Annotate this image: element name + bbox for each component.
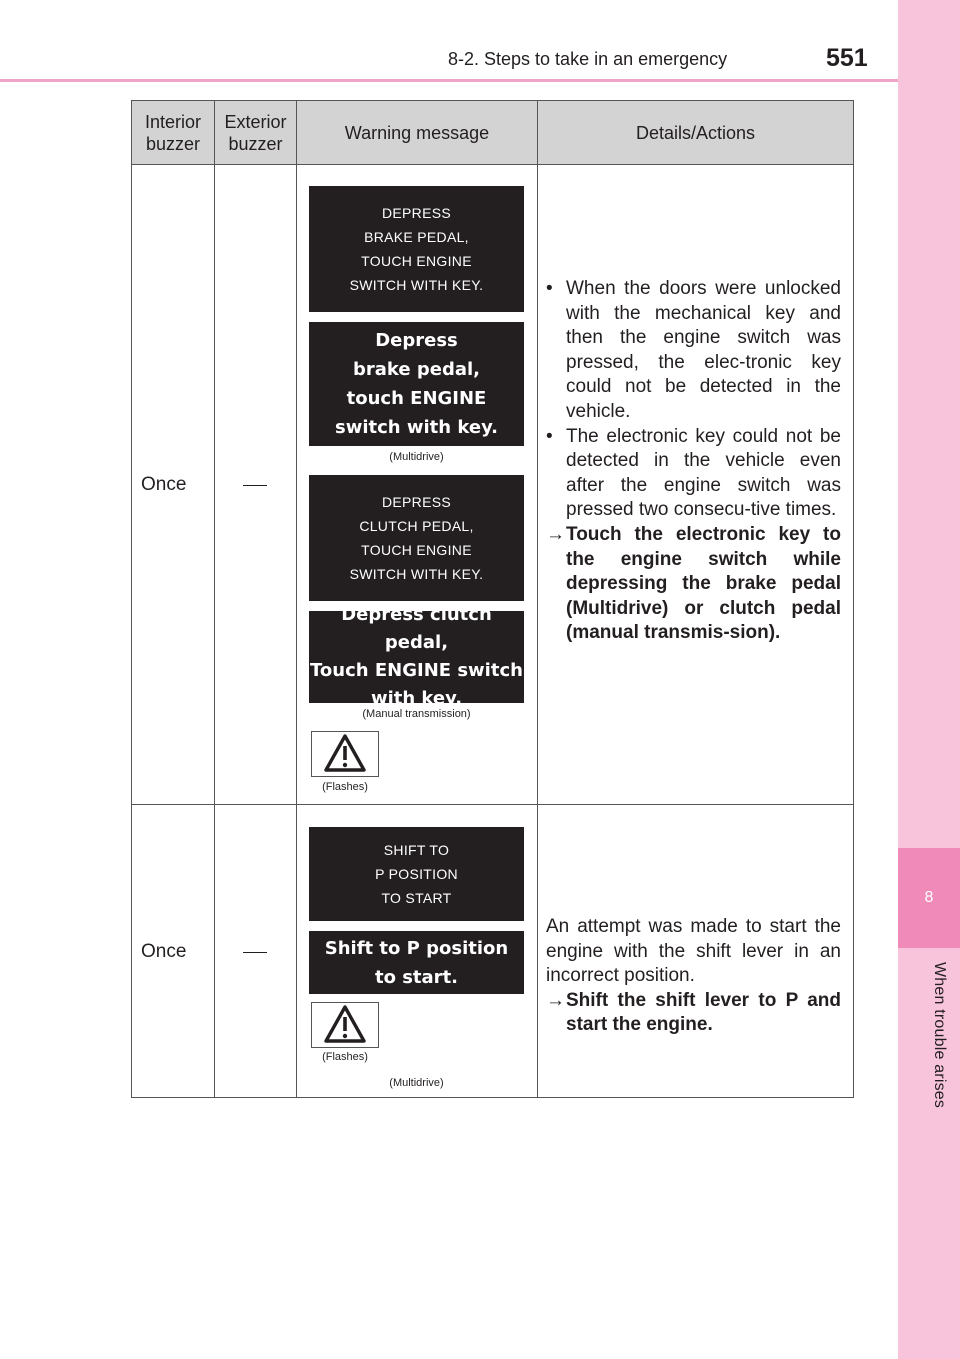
message-line: Depress: [375, 330, 458, 351]
row-divider: [132, 804, 853, 805]
message-line: DEPRESS: [381, 494, 451, 510]
row1-interior-buzzer: Once: [141, 474, 187, 495]
bullet-text: When the doors were unlocked with the mechanical key and then the engine switch was pressed, the elec-tronic key could not be detected in the vehicle.: [566, 278, 841, 422]
message-line: TOUCH ENGINE: [361, 542, 472, 558]
message-line: TO START: [381, 890, 452, 906]
row1-message-mixed-brake: [309, 322, 524, 446]
warning-triangle-icon: [312, 1003, 378, 1047]
bullet-text: The electronic key could not be detected in the vehicle even after the engine switch was pressed two consecu-tive times.: [566, 425, 841, 521]
message-line: with key.: [370, 688, 463, 709]
action-text: Touch the electronic key to the engine switch while depressing the brake pedal (Multidrive) or clutch pedal (manual transmis-sion).: [566, 523, 841, 644]
row2-details: [546, 915, 841, 1038]
row2-exterior-buzzer-dash: [243, 952, 267, 953]
message-line: SHIFT TO: [383, 842, 450, 858]
chapter-title: When trouble arises: [931, 962, 948, 1109]
row2-interior-buzzer: Once: [141, 941, 187, 962]
row2-message-mixed-shift: [309, 931, 524, 994]
row1-message-caps-brake: [309, 186, 524, 312]
row1-message-caps-clutch: [309, 475, 524, 601]
details-action: [546, 523, 841, 646]
section-title: 8-2. Steps to take in an emergency: [448, 49, 728, 69]
message-line: Depress clutch pedal,: [341, 604, 492, 653]
message-line: SWITCH WITH KEY.: [349, 566, 484, 582]
caption-multidrive: (Multidrive): [389, 1077, 444, 1089]
warning-indicator: [311, 731, 379, 777]
message-line: BRAKE PEDAL,: [364, 229, 469, 245]
arrow-mark: →: [546, 523, 565, 545]
row1-message-mixed-clutch: [309, 604, 524, 709]
caption-flashes: (Flashes): [322, 781, 368, 793]
warning-indicator: [311, 1002, 379, 1048]
message-line: switch with key.: [335, 417, 498, 438]
column-divider: [214, 101, 215, 1097]
message-line: brake pedal,: [352, 359, 480, 380]
row2-message-caps-shift: [309, 827, 524, 921]
message-line: Shift to P position: [324, 937, 509, 959]
message-line: TOUCH ENGINE: [361, 253, 472, 269]
chapter-side-tab: [898, 0, 960, 1359]
caption-multidrive: (Multidrive): [389, 451, 444, 463]
caption-flashes: (Flashes): [322, 1051, 368, 1063]
row1-details: [546, 277, 841, 646]
arrow-mark: →: [546, 989, 565, 1011]
action-text: Shift the shift lever to P and start the engine.: [566, 989, 841, 1036]
bullet-mark: •: [546, 425, 553, 447]
caption-manual-transmission: (Manual transmission): [362, 708, 471, 720]
warning-triangle-icon: [312, 732, 378, 776]
header-interior-buzzer: Interior buzzer: [144, 111, 202, 154]
page-number: 551: [826, 44, 868, 72]
details-text: An attempt was made to start the engine with the shift lever in an incorrect position.: [546, 916, 841, 987]
message-line: SWITCH WITH KEY.: [349, 277, 484, 293]
details-bullet: [546, 277, 841, 425]
row1-exterior-buzzer-dash: [243, 485, 267, 486]
header-warning-message: Warning message: [344, 122, 490, 143]
details-bullet: [546, 425, 841, 523]
header-rule: [0, 79, 898, 82]
message-line: DEPRESS: [381, 205, 451, 221]
bullet-mark: •: [546, 278, 553, 299]
warning-table: [131, 100, 854, 1098]
header-details-actions: Details/Actions: [635, 122, 756, 143]
column-divider: [537, 101, 538, 1097]
message-line: to start.: [374, 966, 459, 988]
chapter-number: 8: [898, 848, 960, 948]
details-action: [546, 989, 841, 1038]
column-divider: [296, 101, 297, 1097]
message-line: CLUTCH PEDAL,: [359, 518, 474, 534]
message-line: touch ENGINE: [346, 388, 487, 409]
header-exterior-buzzer: Exterior buzzer: [224, 111, 287, 154]
message-line: Touch ENGINE switch: [310, 660, 523, 681]
message-line: P POSITION: [375, 866, 458, 882]
